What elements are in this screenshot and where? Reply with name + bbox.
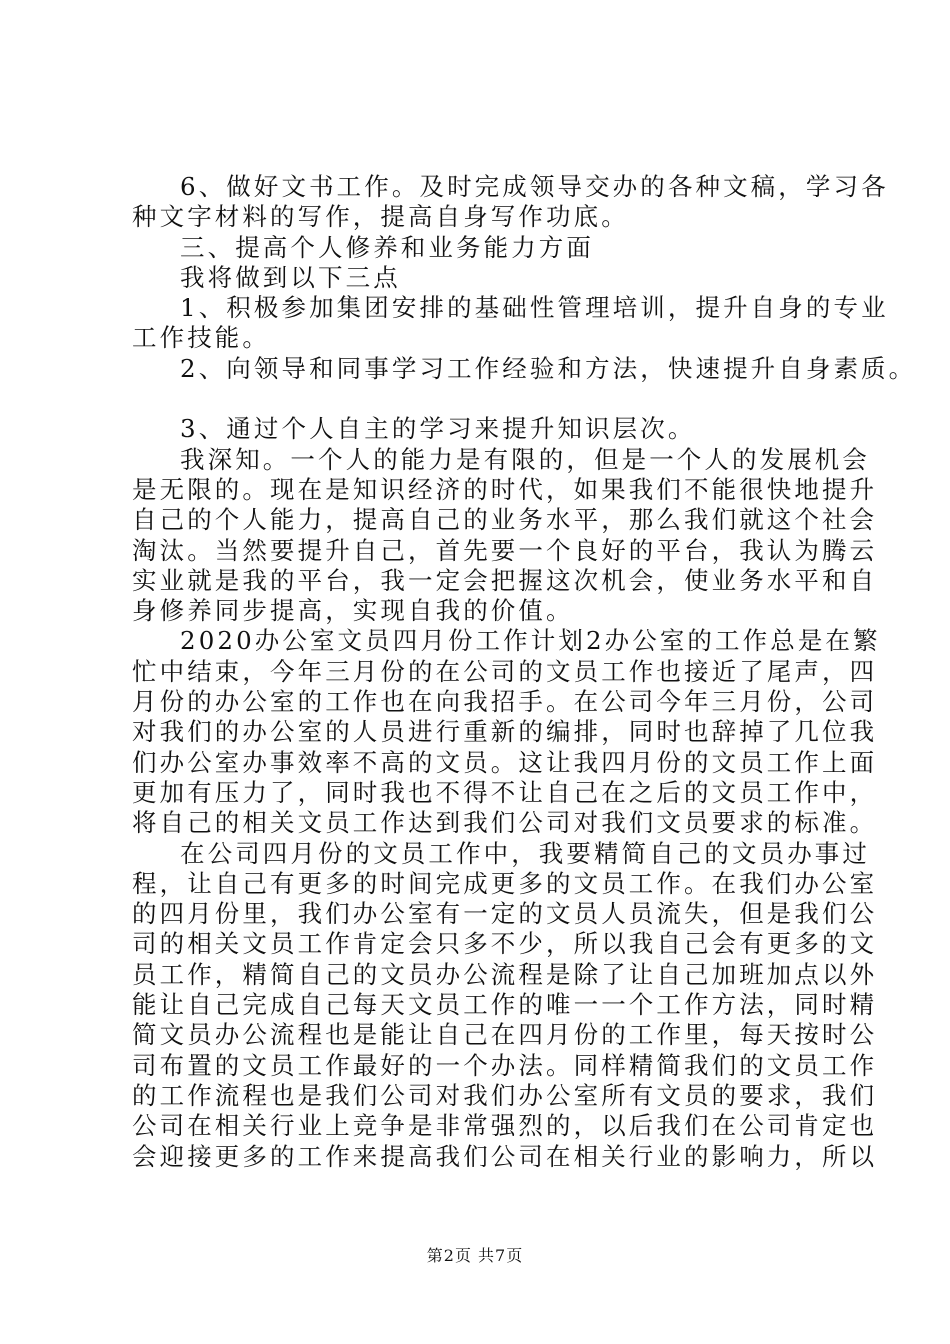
text-line: 程，让自己有更多的时间完成更多的文员工作。在我们办公室 [132, 868, 878, 898]
document-body [132, 172, 917, 1172]
text-line: 我深知。一个人的能力是有限的，但是一个人的发展机会 [180, 444, 870, 474]
text-line: 能让自己完成自己每天文员工作的唯一一个工作方法，同时精 [132, 990, 878, 1020]
text-line: 司的相关文员工作肯定会只多不少，所以我自己会有更多的文 [132, 929, 878, 959]
text-line: 种文字材料的写作，提高自身写作功底。 [132, 202, 629, 232]
text-line: 的四月份里，我们办公室有一定的文员人员流失，但是我们公 [132, 899, 878, 929]
text-line: 身修养同步提高，实现自我的价值。 [132, 596, 574, 626]
text-line: 2020办公室文员四月份工作计划2办公室的工作总是在繁 [180, 626, 881, 656]
text-line: 实业就是我的平台，我一定会把握这次机会，使业务水平和自 [132, 565, 878, 595]
text-line: 员工作，精简自己的文员办公流程是除了让自己加班加点以外 [132, 959, 878, 989]
text-line: 简文员办公流程也是能让自己在四月份的工作里，每天按时公 [132, 1020, 878, 1050]
list-item: 2、向领导和同事学习工作经验和方法，快速提升自身素质。 [180, 353, 917, 383]
text-line: 自己的个人能力，提高自己的业务水平，那么我们就这个社会 [132, 505, 878, 535]
text-line: 公司在相关行业上竞争是非常强烈的，以后我们在公司肯定也 [132, 1111, 878, 1141]
text-line: 是无限的。现在是知识经济的时代，如果我们不能很快地提升 [132, 474, 878, 504]
page-number-footer: 第2页 共7页 [426, 1246, 524, 1265]
paragraph-gap [132, 384, 832, 414]
text-line: 会迎接更多的工作来提高我们公司在相关行业的影响力，所以 [132, 1141, 878, 1171]
text-line: 淘汰。当然要提升自己，首先要一个良好的平台，我认为腾云 [132, 535, 878, 565]
section-heading: 三、提高个人修养和业务能力方面 [180, 232, 594, 262]
list-item: 1、积极参加集团安排的基础性管理培训，提升自身的专业 [180, 293, 889, 323]
text-line: 6、做好文书工作。及时完成领导交办的各种文稿，学习各 [180, 172, 889, 201]
text-line: 月份的办公室的工作也在向我招手。在公司今年三月份，公司 [132, 687, 878, 717]
text-line: 更加有压力了，同时我也不得不让自己在之后的文员工作中， [132, 777, 878, 807]
text-line: 我将做到以下三点 [180, 262, 401, 292]
text-line: 司布置的文员工作最好的一个办法。同样精简我们的文员工作 [132, 1050, 878, 1080]
text-line: 将自己的相关文员工作达到我们公司对我们文员要求的标准。 [132, 808, 878, 838]
text-line: 的工作流程也是我们公司对我们办公室所有文员的要求，我们 [132, 1080, 878, 1110]
text-line: 在公司四月份的文员工作中，我要精简自己的文员办事过 [180, 838, 870, 868]
text-line: 对我们的办公室的人员进行重新的编排，同时也辞掉了几位我 [132, 717, 878, 747]
text-line: 工作技能。 [132, 323, 270, 353]
list-item: 3、通过个人自主的学习来提升知识层次。 [180, 414, 696, 444]
text-line: 们办公室办事效率不高的文员。这让我四月份的文员工作上面 [132, 747, 878, 777]
text-line: 忙中结束，今年三月份的在公司的文员工作也接近了尾声，四 [132, 656, 878, 686]
